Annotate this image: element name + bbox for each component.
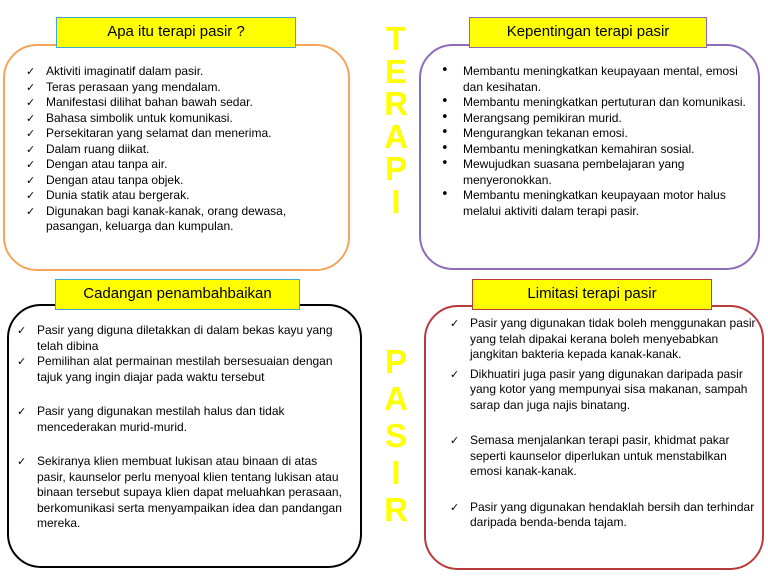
list-kepentingan (441, 63, 747, 219)
list-item: • Mewujudkan suasana pembelajaran yang menyeronokkan. (441, 156, 685, 187)
list-item: ✓ Pasir yang diguna diletakkan di dalam bekas kayu yang telah dibina (17, 323, 333, 353)
check-icon: ✓ (450, 367, 460, 381)
vertical-letter: I (391, 454, 401, 491)
check-icon: ✓ (26, 204, 36, 218)
check-icon: ✓ (17, 324, 27, 337)
vertical-letter: T (385, 20, 407, 57)
list-item: ✓ Pasir yang digunakan tidak boleh menggunakan pasir yang telah dipakai kerana boleh menyebabkan jangkitan bakteria kepada kanak-kanak. (450, 316, 756, 361)
vertical-letter: E (384, 52, 407, 90)
list-item: ✓ Semasa menjalankan terapi pasir, khidmat pakar seperti kaunselor diperlukan untuk menstabilkan emosi kanak-kanak. (450, 433, 730, 478)
check-icon: ✓ (17, 405, 27, 418)
list-item: ✓ Dalam ruang diikat. (26, 141, 150, 156)
list-limitasi (450, 316, 758, 531)
vertical-letter: I (391, 182, 401, 220)
check-icon: ✓ (26, 111, 36, 125)
vertical-letter: R (384, 85, 408, 122)
title-apa-itu: Apa itu terapi pasir ? (56, 17, 296, 48)
list-apa-itu (26, 64, 336, 235)
title-kepentingan: Kepentingan terapi pasir (469, 17, 707, 48)
check-icon: ✓ (450, 434, 460, 447)
list-item: • Membantu meningkatkan keupayaan motor halus melalui aktiviti dalam terapi pasir. (441, 187, 726, 218)
check-icon: ✓ (26, 127, 36, 140)
check-icon: ✓ (450, 317, 460, 330)
title-cadangan: Cadangan penambahbaikan (55, 279, 300, 310)
check-icon: ✓ (26, 65, 36, 78)
list-item: ✓ Dengan atau tanpa air. (26, 157, 168, 171)
check-icon: ✓ (450, 500, 460, 514)
title-limitasi: Limitasi terapi pasir (472, 279, 712, 310)
vertical-title-pasir (374, 345, 418, 530)
list-cadangan (17, 323, 347, 532)
vertical-letter: R (384, 491, 408, 528)
list-item: ✓ Pemilihan alat permainan mestilah bersesuaian dengan tajuk yang ingin diajar pada waktu tersebut (17, 354, 333, 384)
bullet-icon: • (441, 63, 449, 78)
vertical-letter: P (384, 343, 407, 380)
list-item: ✓ Sekiranya klien membuat lukisan atau binaan di atas pasir, kaunselor perlu menyoal klien tentang lukisan atau binaan tersebut supaya klien dapat meluahkan perasaan, berkomunikasi serta menyampaikan idea dan pandangan mereka. (17, 454, 342, 530)
vertical-letter: A (384, 117, 408, 155)
bullet-icon: • (441, 156, 449, 171)
list-item: ✓ Dengan atau tanpa objek. (26, 172, 184, 187)
bullet-icon: • (441, 125, 449, 140)
list-item: ✓ Bahasa simbolik untuk komunikasi. (26, 110, 233, 125)
list-item: • Membantu meningkatkan kemahiran sosial. (441, 140, 695, 156)
list-item: ✓ Dunia statik atau bergerak. (26, 188, 190, 202)
check-icon: ✓ (26, 80, 36, 94)
vertical-title-terapi (374, 20, 418, 220)
list-item: ✓ Dikhuatiri juga pasir yang digunakan daripada pasir yang kotor yang mempunyai sisa makanan, sampah sarap dan juga najis binatang. (450, 366, 748, 412)
vertical-letter: A (384, 380, 408, 417)
list-item: ✓ Pasir yang digunakan hendaklah bersih dan terhindar daripada benda-benda tajam. (450, 499, 755, 529)
list-item: ✓ Digunakan bagi kanak-kanak, orang dewasa, pasangan, keluarga dan kumpulan. (26, 203, 287, 233)
check-icon: ✓ (26, 173, 36, 187)
list-item: ✓ Aktiviti imaginatif dalam pasir. (26, 64, 204, 78)
bullet-icon: • (441, 94, 449, 109)
check-icon: ✓ (26, 96, 36, 109)
check-icon: ✓ (17, 455, 27, 468)
bullet-icon: • (441, 140, 449, 156)
check-icon: ✓ (26, 189, 36, 202)
bullet-icon: • (441, 187, 449, 202)
list-item: ✓ Manifestasi dilihat bahan bawah sedar. (26, 95, 253, 109)
list-item: ✓ Pasir yang digunakan mestilah halus dan tidak mencederakan murid-murid. (17, 404, 285, 434)
check-icon: ✓ (26, 142, 36, 156)
vertical-letter: P (384, 150, 407, 187)
list-item: • Membantu meningkatkan pertuturan dan komunikasi. (441, 94, 746, 109)
list-item: • Merangsang pemikiran murid. (441, 109, 622, 125)
bullet-icon: • (441, 109, 449, 125)
check-icon: ✓ (26, 158, 36, 171)
list-item: ✓ Persekitaran yang selamat dan menerima. (26, 126, 272, 140)
list-item: ✓ Teras perasaan yang mendalam. (26, 79, 221, 94)
check-icon: ✓ (17, 355, 27, 368)
vertical-letter: S (384, 417, 407, 454)
list-item: • Mengurangkan tekanan emosi. (441, 125, 628, 140)
list-item: • Membantu meningkatkan keupayaan mental, emosi dan kesihatan. (441, 63, 738, 94)
